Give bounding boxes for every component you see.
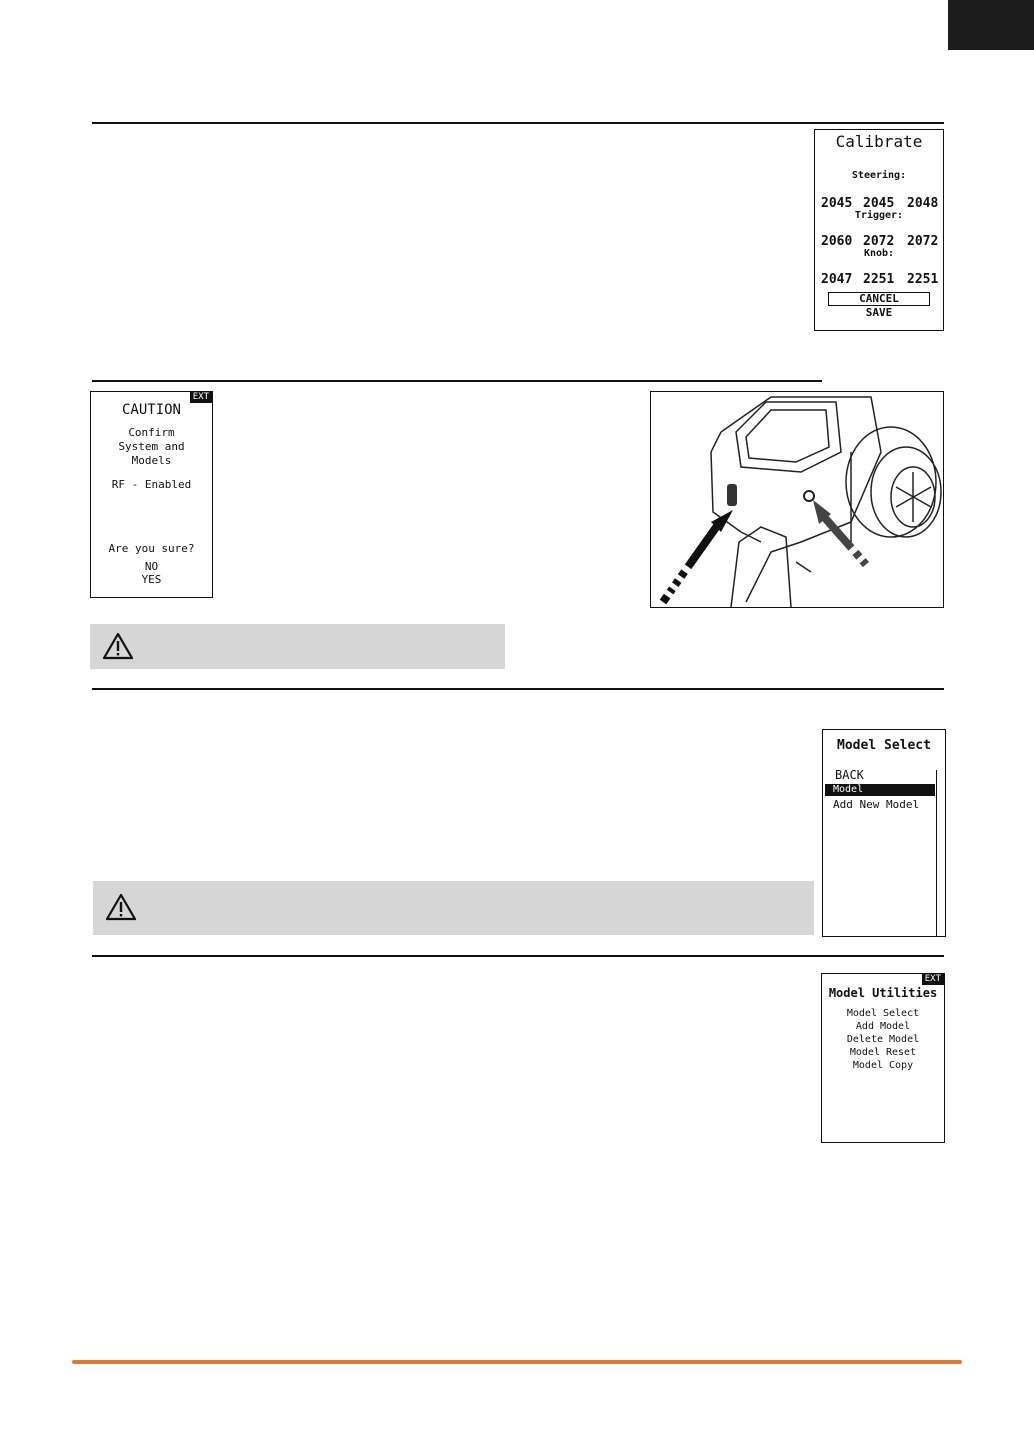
model-select-title: Model Select — [837, 738, 931, 753]
caution-no-button[interactable]: NO — [144, 560, 159, 573]
warning-box-1 — [90, 624, 505, 669]
steering-value-2: 2045 — [863, 196, 895, 211]
ext-badge: EXT — [922, 974, 944, 985]
warning-triangle-icon — [102, 632, 134, 660]
model-select-scrollbar[interactable] — [936, 770, 943, 936]
caution-yes-button[interactable]: YES — [141, 573, 162, 586]
knob-value-1: 2047 — [821, 272, 853, 287]
button-detail — [804, 491, 814, 501]
ext-badge: EXT — [190, 392, 212, 403]
trigger-label: Trigger: — [854, 210, 904, 221]
section-rule-3 — [92, 688, 944, 690]
knob-detail — [727, 484, 737, 506]
transmitter-illustration — [650, 391, 944, 608]
warning-box-2 — [93, 881, 814, 935]
steering-value-3: 2048 — [907, 196, 939, 211]
utility-item-model-copy[interactable]: Model Copy — [852, 1060, 914, 1071]
utility-item-model-reset[interactable]: Model Reset — [849, 1047, 917, 1058]
utility-item-add-model[interactable]: Add Model — [855, 1021, 911, 1032]
save-button[interactable]: SAVE — [865, 306, 893, 319]
utility-item-delete-model[interactable]: Delete Model — [846, 1034, 920, 1045]
model-utilities-title: Model Utilities — [828, 986, 938, 1000]
model-select-screen — [822, 729, 946, 937]
section-rule-1 — [92, 122, 944, 124]
caution-line-1: Confirm — [128, 426, 175, 439]
transmitter-drawing — [651, 392, 943, 607]
calibrate-title: Calibrate — [835, 132, 923, 151]
knob-value-3: 2251 — [907, 272, 939, 287]
caution-question: Are you sure? — [108, 542, 195, 555]
utility-item-model-select[interactable]: Model Select — [846, 1008, 920, 1019]
caution-screen — [90, 391, 213, 598]
steering-label: Steering: — [851, 170, 907, 181]
caution-title: CAUTION — [121, 402, 181, 418]
caution-line-2: System and — [118, 440, 185, 453]
trigger-value-3: 2072 — [907, 234, 939, 249]
trigger-value-2: 2072 — [863, 234, 895, 249]
section-rule-2 — [92, 380, 822, 382]
back-item[interactable]: BACK — [835, 768, 864, 782]
model-item-selected[interactable]: Model — [825, 784, 935, 796]
trigger-value-1: 2060 — [821, 234, 853, 249]
caution-line-4: RF - Enabled — [111, 478, 192, 491]
page-tab — [948, 0, 1034, 50]
steering-value-1: 2045 — [821, 196, 853, 211]
model-utilities-screen — [821, 973, 945, 1143]
calibrate-screen — [814, 129, 944, 331]
footer-rule — [72, 1360, 962, 1364]
section-rule-4 — [92, 955, 944, 957]
cancel-button[interactable]: CANCEL — [828, 292, 930, 306]
arrow-left-icon — [663, 510, 733, 602]
knob-label: Knob: — [863, 248, 895, 259]
caution-line-3: Models — [131, 454, 172, 467]
add-new-model-item[interactable]: Add New Model — [833, 798, 920, 811]
knob-value-2: 2251 — [863, 272, 895, 287]
warning-triangle-icon — [105, 893, 137, 921]
